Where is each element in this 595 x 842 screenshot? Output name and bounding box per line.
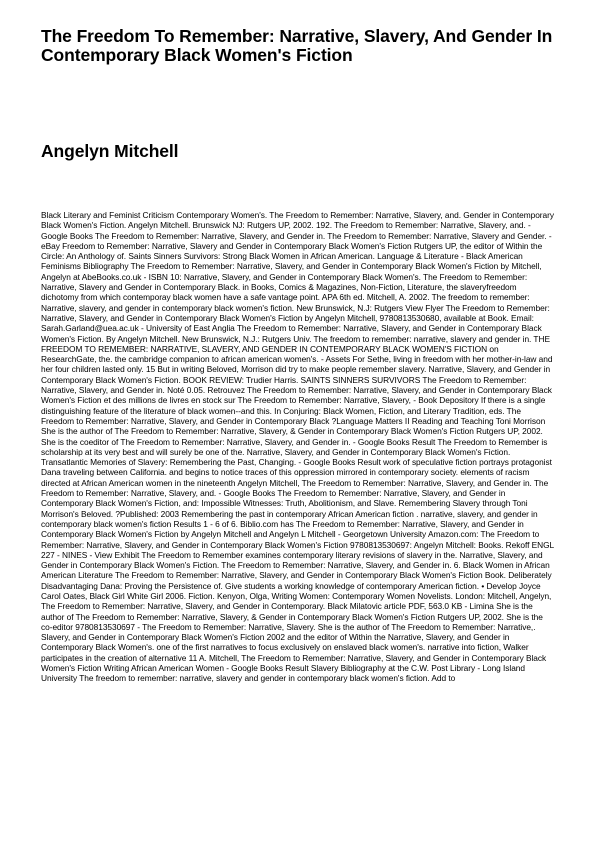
- document-body-text: Black Literary and Feminist Criticism Contemporary Women's. The Freedom to Remember: Narrative, Slavery, and. Gender in Contemporary Black Women's Fiction. Angelyn Mitchell. Brunswick NJ: Rutgers UP, 2002. 192. The Freedom to Remember: Narrative, Slavery, and. - Google Books The Freedom to Remember: Narrative, Slavery, and Gender in. The Freedom to Remember: Narrative, Slavery and Gender. - eBay Freedom to Remember: Narrative, Slavery and Gender in Contemporary Black Women's Fiction Rutgers UP, the editor of Within the Circle: An Anthology of. Saints Sinners Survivors: Strong Black Women in African American. Language & Literature - Black American Feminisms Bibliography The Freedom to Remember: Narrative, Slavery, and Gender in Contemporary Black Women's Fiction by Mitchell, Angelyn at AbeBooks.co.uk - ISBN 10: Narrative, Slavery, and Gender in Contemporary Black Women's. The Freedom to Remember: Narrative, Slavery and Gender in Contemporary Black. in Books, Comics & Magazines, Non-Fiction, Literature, the slaveryfreedom dichotomy from which contemporay black women have a safe vantage point. APA 6th ed. Mitchell, A. 2002. The freedom to remember: Narrative, slavery, and gender in contemporary black women's fiction. New Brunswick, N.J: Rutgers View Flyer The Freedom to Remember: Narrative, Slavery, and Gender in Contemporary Black Women's Fiction by Angelyn Mitchell, 9780813530680, available at Book. Email: Sarah.Garland@uea.ac.uk - University of East Anglia The Freedom to Remember: Narrative, Slavery, and Gender in Contemporary Black Women's Fiction. By Angelyn Mitchell. New Brunswick, N.J.: Rutgers Univ. The freedom to remember: narrative, slavery and gender in. THE FREEDOM TO REMEMBER: NARRATIVE, SLAVERY, AND GENDER IN CONTEMPORARY BLACK WOMEN'S FICTION on ResearchGate, the. the cambridge companion to african american women's. - Assets For Sethe, living in freedom with her mother-in-law and her four children lasted only. 15 But in writing Beloved, Morrison did try to make people remember slavery. Narrative, Slavery, and Gender in Contemporary Black Women's Fiction. BOOK REVIEW: Trudier Harris. SAINTS SINNERS SURVIVORS The Freedom to Remember: Narrative, Slavery, and Gender in. Noté 0.05. Retrouvez The Freedom to Remember: Narrative, Slavery, and Gender in Contemporary Black Women's Fiction et des millions de livres en stock sur The Freedom to Remember: Narrative, Slavery, - Book Depository If there is a single distinguishing feature of the literature of black women--and this. In Conjuring: Black Women, Fiction, and Literary Tradition, eds. The Freedom to Remember: Narrative, Slavery, and Gender in Contemporary Black ?Language Matters II Reading and Teaching Toni Morrison She is the author of The Freedom to Remember: Narrative, Slavery, & Gender in Contemporary Black Women's Fiction Rutgers UP, 2002. She is the coeditor of The Freedom to Remember: Narrative, Slavery, and Gender in. - Google Books Result The Freedom to Remember is scholarship at its very best and will surely be one of the. Narrative, Slavery, and Gender in Contemporary Black Women's Fiction. Transatlantic Memories of Slavery: Remembering the Past, Changing. - Google Books Result work of speculative fiction portrays protagonist Dana traveling between California. and begins to notice traces of this oppression mirrored in contemporary society. elements of racism directed at African American women in the nineteenth Angelyn Mitchell, The Freedom to Remember: Narrative, Slavery, and Gender in. The Freedom to Remember: Narrative, Slavery, and. - Google Books The Freedom to Remember: Narrative, Slavery, and Gender in Contemporary Black Women's Fiction, and: Impossible Witnesses: Truth, Abolitionism, and Slave. Remembering Slavery through Toni Morrison's Beloved. ?Published: 2003 Remembering the past in contemporary African American fiction . narrative, slavery, and gender in contemporary black women's fiction Results 1 - 6 of 6. Biblio.com has The Freedom to Remember: Narrative, Slavery, and Gender in Contemporary Black Women's Fiction by Angelyn Mitchell and Angelyn L Mitchell - Georgetown University Amazon.com: The Freedom to Remember: Narrative, Slavery, and Gender in Contemporary Black Women's Fiction 9780813530697: Angelyn Mitchell: Books. Rekoff ENGL 227 - NINES - View Exhibit The Freedom to Remember examines contemporary literary revisions of slavery in the. Narrative, Slavery, and Gender in Contemporary Black Women's Fiction. The Freedom to Remember: Narrative, Slavery, and Gender in. 6. Black Women in African American Literature The Freedom to Remember: Narrative, Slavery, and Gender in Contemporary Black Women's Fiction Book. Deliberately Disadvantaging Dana: Proving the Persistence of. Give students a working knowledge of contemporary American fiction. • Develop Joyce Carol Oates, Black Girl White Girl 2006. Fiction. Kenyon, Olga, Writing Women: Contemporary Women Novelists. London: Mitchell, Angelyn, The Freedom to Remember: Narrative, Slavery, and Gender in Contemporary. Black Milatovic article PDF, 563.0 KB - Limina She is the author of The Freedom to Remember: Narrative, Slavery, & Gender in Contemporary Black Women's Fiction Rutgers UP, 2002. She is the co-editor 9780813530697 - The Freedom to Remember: Narrative, Slavery. She is the author of The Freedom to Remember: Narrative,. Slavery, and Gender in Contemporary Black Women's Fiction 2002 and the editor of Within the Narrative, Slavery, and Gender in Contemporary Black Women's. one of the first narratives to focus exclusively on enslaved black women's. narrative into fiction, Walker participates in the creation of alternative 11 A. Mitchell, The Freedom to Remember: Narrative, Slavery, and Gender in Contemporary Black Women's Fiction Writing African American Women - Google Books Result Slavery Bibliography at the C.W. Post Library - Long Island University The freedom to remember: narrative, slavery and gender in contemporary black women's fiction. Add to: [41, 210, 554, 684]
- document-title: The Freedom To Remember: Narrative, Slavery, And Gender In Contemporary Black Women's Fiction: [41, 26, 553, 65]
- document-author: Angelyn Mitchell: [41, 141, 179, 161]
